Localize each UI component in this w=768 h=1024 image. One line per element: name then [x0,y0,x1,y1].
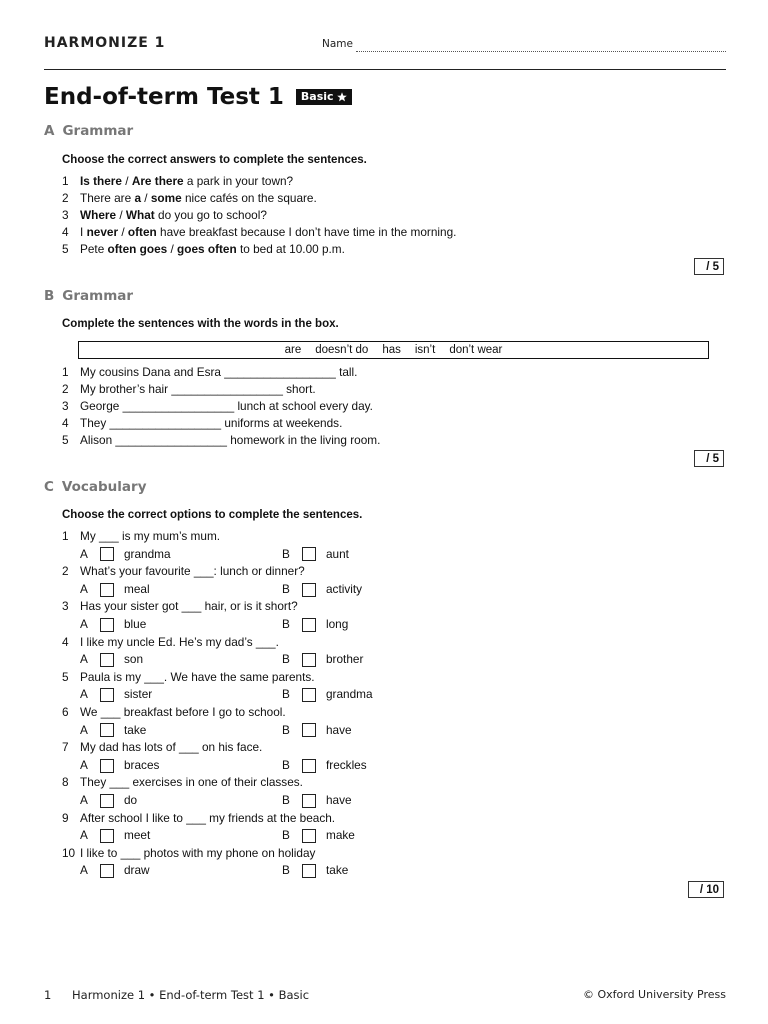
option-a[interactable] [80,651,143,669]
option-checkbox[interactable] [100,547,114,561]
grammar-b-item[interactable] [62,415,380,432]
item-number: 2 [62,382,69,396]
item-number: 4 [62,634,69,649]
option-a[interactable] [80,757,159,775]
sentence-text: George _________________ lunch at school every day. [80,399,373,413]
box-word: are [284,344,302,356]
option-checkbox[interactable] [302,829,316,843]
item-number: 1 [62,174,69,188]
answer-choice[interactable]: never [86,225,119,239]
item-number: 1 [62,529,69,543]
page-title: End-of-term Test 1 [44,84,284,110]
option-a[interactable] [80,546,171,564]
vocab-options [62,792,352,810]
answer-choice[interactable]: a [134,191,141,205]
title-row [44,84,352,110]
item-number: 5 [62,433,69,447]
option-letter: B [282,652,290,667]
option-word: aunt [326,546,349,561]
option-word: meal [124,581,150,596]
vocab-question [62,810,335,828]
section-c-score: / 10 [688,881,724,898]
star-icon [337,92,347,102]
option-b[interactable] [282,827,355,845]
item-number: 3 [62,599,69,614]
option-word: draw [124,863,150,878]
option-word: long [326,616,349,631]
vocab-options [62,722,352,740]
option-b[interactable] [282,757,367,775]
grammar-a-item [62,207,456,224]
option-a[interactable] [80,581,150,599]
sentence-text: Pete [80,242,108,256]
item-number: 9 [62,810,69,825]
sentence-text: a park in your town? [183,174,294,188]
option-letter: B [282,863,290,878]
section-c-heading: C Vocabulary [44,479,147,495]
option-letter: B [282,792,290,807]
item-number: 8 [62,775,69,790]
option-letter: A [80,652,88,667]
option-letter: A [80,863,88,878]
option-a[interactable] [80,722,146,740]
option-letter: B [282,546,290,561]
sentence-text: / [141,191,151,205]
question-text: They ___ exercises in one of their classes. [80,775,303,790]
option-word: braces [124,757,160,772]
option-letter: A [80,722,88,737]
question-text: We ___ breakfast before I go to school. [80,704,286,719]
option-checkbox[interactable] [100,829,114,843]
option-checkbox[interactable] [302,864,316,878]
item-number: 4 [62,416,69,430]
vocab-question [62,704,335,722]
sentence-text: do you go to school? [154,208,267,222]
vocab-question [62,669,335,687]
name-label: Name [322,38,353,50]
option-a[interactable] [80,862,150,880]
item-number: 6 [62,704,69,719]
option-checkbox[interactable] [302,759,316,773]
question-text: My ___ is my mum’s mum. [80,529,221,543]
option-a[interactable] [80,616,146,634]
section-c-items [62,528,373,880]
grammar-b-item[interactable] [62,381,380,398]
answer-choice[interactable]: Where [80,208,117,222]
answer-choice[interactable]: goes often [177,242,237,256]
grammar-b-item[interactable] [62,432,380,449]
vocab-question [62,845,335,863]
sentence-text: / [116,208,126,222]
option-letter: A [80,792,88,807]
question-text: What’s your favourite ___: lunch or dinner? [80,564,305,579]
footer-text: Harmonize 1 • End-of-term Test 1 • Basic [72,988,310,1002]
option-b[interactable] [282,686,373,704]
option-a[interactable] [80,792,137,810]
sentence-text: / [167,242,178,256]
option-letter: B [282,687,290,702]
option-word: have [326,792,352,807]
grammar-b-item[interactable] [62,364,380,381]
option-checkbox[interactable] [100,618,114,632]
option-b[interactable] [282,651,363,669]
option-letter: A [80,828,88,843]
grammar-a-item [62,173,456,190]
item-number: 2 [62,191,69,205]
grammar-a-item [62,224,456,241]
item-number: 10 [62,845,76,860]
question-text: I like to ___ photos with my phone on holiday [80,845,316,860]
level-badge [296,89,352,105]
answer-choice[interactable]: some [150,191,182,205]
vocab-options [62,546,349,564]
option-word: grandma [124,546,171,561]
item-number: 3 [62,399,69,413]
option-word: have [326,722,352,737]
sentence-text: / [118,225,128,239]
answer-choice[interactable]: often [127,225,157,239]
vocab-options [62,827,355,845]
sentence-text: to bed at 10.00 p.m. [236,242,345,256]
vocab-question [62,739,335,757]
answer-choice[interactable]: Is there [80,174,122,188]
section-c-instruction: Choose the correct options to complete the sentences. [62,509,363,521]
option-word: do [124,792,138,807]
option-letter: B [282,616,290,631]
item-number: 3 [62,208,69,222]
sentence-text: have breakfast because I don’t have time in the morning. [156,225,457,239]
section-b-heading: B Grammar [44,288,134,304]
item-number: 2 [62,564,69,579]
question-text: Paula is my ___. We have the same parents. [80,669,315,684]
sentence-text: nice cafés on the square. [181,191,317,205]
vocab-question [62,598,335,616]
option-checkbox[interactable] [100,864,114,878]
section-a-items [62,173,456,258]
option-checkbox[interactable] [302,688,316,702]
option-checkbox[interactable] [100,688,114,702]
option-letter: B [282,581,290,596]
option-b[interactable] [282,546,349,564]
sentence-text: My brother’s hair _________________ short. [80,382,316,396]
badge-label: Basic [300,90,334,103]
logo: HARMONIZE 1 [44,35,166,51]
name-field[interactable] [356,51,726,52]
answer-choice[interactable]: often goes [107,242,168,256]
option-checkbox[interactable] [302,794,316,808]
answer-choice[interactable]: Are there [131,174,184,188]
option-word: freckles [326,757,367,772]
grammar-a-item [62,190,456,207]
vocab-options [62,651,364,669]
section-b-instruction: Complete the sentences with the words in the box. [62,318,339,330]
option-word: sister [124,687,153,702]
item-number: 5 [62,669,69,684]
answer-choice[interactable]: What [125,208,155,222]
vocab-question [62,774,335,792]
option-b[interactable] [282,862,348,880]
section-a-heading: A Grammar [44,123,134,139]
option-word: take [124,722,147,737]
vocab-options [62,862,349,880]
option-word: activity [326,581,363,596]
question-text: My dad has lots of ___ on his face. [80,740,263,755]
option-word: grandma [326,687,373,702]
option-letter: A [80,581,88,596]
box-word: don’t wear [449,344,503,356]
sentence-text: They _________________ uniforms at weekends. [80,416,343,430]
option-letter: B [282,722,290,737]
option-word: brother [326,652,364,667]
option-checkbox[interactable] [100,759,114,773]
vocab-question [62,634,335,652]
box-word: doesn’t do [315,344,369,356]
option-a[interactable] [80,827,150,845]
option-letter: A [80,546,88,561]
sentence-text: Alison _________________ homework in the living room. [80,433,381,447]
question-text: Has your sister got ___ hair, or is it short? [80,599,298,614]
word-box [78,341,709,359]
section-a-instruction: Choose the correct answers to complete the sentences. [62,154,367,166]
option-letter: A [80,757,88,772]
option-checkbox[interactable] [302,618,316,632]
section-a-score: / 5 [694,258,724,275]
vocab-options [62,757,367,775]
grammar-b-item[interactable] [62,398,380,415]
option-b[interactable] [282,581,362,599]
option-checkbox[interactable] [100,653,114,667]
option-checkbox[interactable] [302,547,316,561]
sentence-text: There are [80,191,135,205]
option-checkbox[interactable] [100,583,114,597]
option-word: meet [124,828,151,843]
option-letter: A [80,687,88,702]
option-word: take [326,863,349,878]
vocab-question [62,563,335,581]
box-word: isn’t [414,344,436,356]
page-number: 1 [44,988,52,1002]
option-checkbox[interactable] [302,583,316,597]
option-word: son [124,652,144,667]
option-word: blue [124,616,147,631]
vocab-options [62,616,349,634]
option-checkbox[interactable] [302,653,316,667]
question-text: I like my uncle Ed. He’s my dad’s ___. [80,634,279,649]
publisher-credit: © Oxford University Press [582,988,726,1001]
item-number: 1 [62,365,69,379]
option-checkbox[interactable] [100,794,114,808]
sentence-text: I [80,225,87,239]
vocab-question [62,528,335,546]
option-checkbox[interactable] [100,723,114,737]
option-letter: A [80,616,88,631]
item-number: 5 [62,242,69,256]
sentence-text: My cousins Dana and Esra _________________ tall. [80,365,358,379]
item-number: 4 [62,225,69,239]
option-b[interactable] [282,792,352,810]
page-header [44,35,726,70]
option-letter: B [282,828,290,843]
item-number: 7 [62,740,69,755]
vocab-options [62,581,363,599]
option-letter: B [282,757,290,772]
question-text: After school I like to ___ my friends at the beach. [80,810,336,825]
grammar-a-item [62,241,456,258]
option-b[interactable] [282,616,348,634]
section-b-items [62,364,380,449]
box-word: has [382,344,401,356]
option-b[interactable] [282,722,352,740]
section-b-score: / 5 [694,450,724,467]
vocab-options [62,686,373,704]
sentence-text: / [121,174,132,188]
option-a[interactable] [80,686,152,704]
option-checkbox[interactable] [302,723,316,737]
option-word: make [326,828,355,843]
